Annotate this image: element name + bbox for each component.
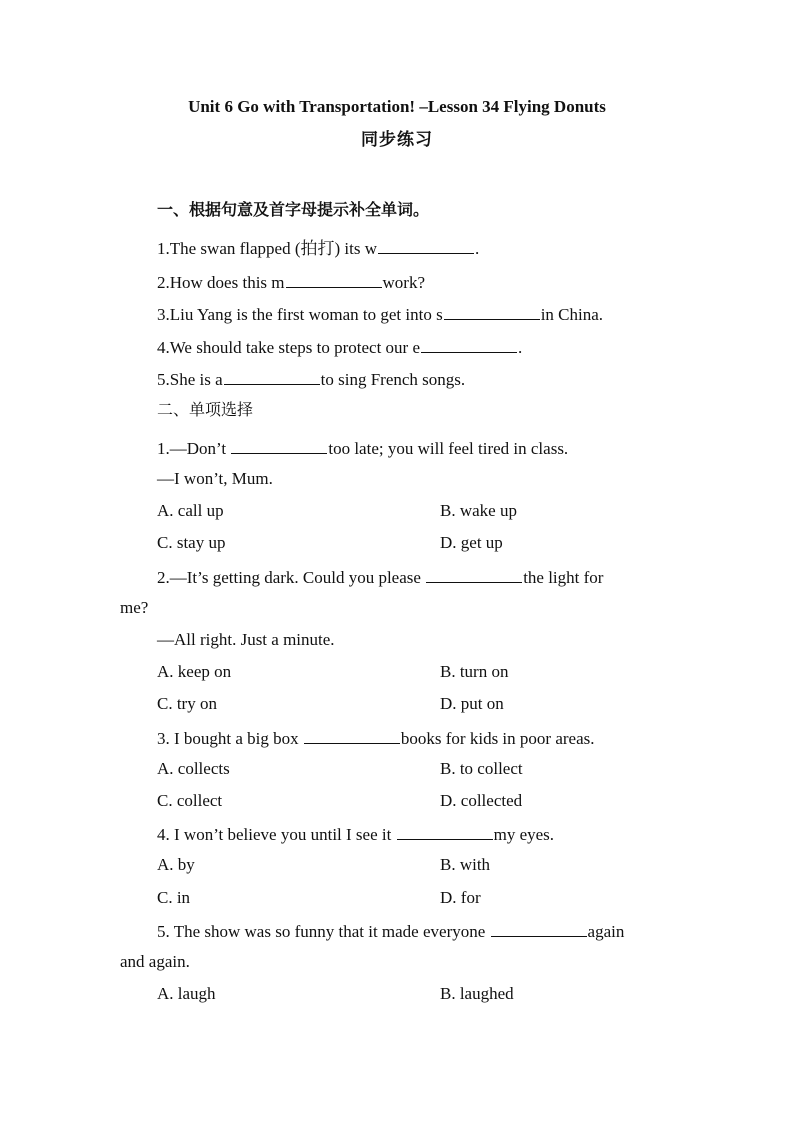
section1-heading: 一、根据句意及首字母提示补全单词。 xyxy=(157,200,430,219)
answer-blank[interactable] xyxy=(231,436,327,454)
s1-item-4-text: 4.We should take steps to protect our e xyxy=(157,338,421,357)
s1-item-2-tail: work? xyxy=(382,273,425,292)
s2-q2-reply: —All right. Just a minute. xyxy=(157,630,335,649)
s2-q4-tail: my eyes. xyxy=(493,825,555,844)
s2-q3-option-b[interactable]: B. to collect xyxy=(440,759,523,778)
s2-q2-option-b[interactable]: B. turn on xyxy=(440,662,509,681)
answer-blank[interactable] xyxy=(286,270,382,288)
s2-q1 xyxy=(157,436,568,460)
s2-q2-option-c[interactable]: C. try on xyxy=(157,694,217,713)
s2-q1-option-d[interactable]: D. get up xyxy=(440,533,503,552)
s2-q3 xyxy=(157,726,594,750)
s2-q2-option-d[interactable]: D. put on xyxy=(440,694,504,713)
s2-q5-option-b[interactable]: B. laughed xyxy=(440,984,514,1003)
section2-heading: 二、单项选择 xyxy=(157,400,254,419)
s2-q4-option-d[interactable]: D. for xyxy=(440,888,481,907)
s2-q4-option-c[interactable]: C. in xyxy=(157,888,191,907)
s2-q4-text: 4. I won’t believe you until I see it xyxy=(157,825,396,844)
s2-q1-tail: too late; you will feel tired in class. xyxy=(328,439,569,458)
answer-blank[interactable] xyxy=(397,822,493,840)
s2-q1-option-c[interactable]: C. stay up xyxy=(157,533,226,552)
s1-item-2 xyxy=(157,270,425,294)
s2-q1-option-a[interactable]: A. call up xyxy=(157,501,224,520)
s2-q1-reply: —I won’t, Mum. xyxy=(157,469,273,488)
s1-item-1 xyxy=(157,236,479,260)
answer-blank[interactable] xyxy=(426,565,522,583)
s2-q1-text: 1.—Don’t xyxy=(157,439,231,458)
document-title: Unit 6 Go with Transportation! –Lesson 34 Flying Donuts xyxy=(188,97,606,116)
s2-q3-tail: books for kids in poor areas. xyxy=(400,729,595,748)
s1-item-5-tail: to sing French songs. xyxy=(320,370,466,389)
s1-item-3 xyxy=(157,302,603,326)
s2-q2-continuation: me? xyxy=(120,598,149,617)
s2-q4 xyxy=(157,822,554,846)
s2-q1-option-b[interactable]: B. wake up xyxy=(440,501,517,520)
s2-q5-continuation: and again. xyxy=(120,952,190,971)
s2-q4-option-b[interactable]: B. with xyxy=(440,855,491,874)
answer-blank[interactable] xyxy=(378,236,474,254)
s2-q2-tail: the light for xyxy=(523,568,604,587)
s1-item-5 xyxy=(157,367,465,391)
document-subtitle: 同步练习 xyxy=(361,130,433,150)
s1-item-3-tail: in China. xyxy=(540,305,604,324)
s2-q3-option-d[interactable]: D. collected xyxy=(440,791,523,810)
s1-item-1-text: 1.The swan flapped (拍打) its w xyxy=(157,239,378,258)
s2-q5-tail: again xyxy=(587,922,625,941)
s1-item-4 xyxy=(157,335,522,359)
answer-blank[interactable] xyxy=(491,919,587,937)
answer-blank[interactable] xyxy=(444,302,540,320)
s1-item-4-tail: . xyxy=(518,338,523,357)
s2-q3-option-c[interactable]: C. collect xyxy=(157,791,223,810)
s2-q3-text: 3. I bought a big box xyxy=(157,729,303,748)
s2-q3-option-a[interactable]: A. collects xyxy=(157,759,230,778)
s1-item-1-tail: . xyxy=(475,239,480,258)
answer-blank[interactable] xyxy=(224,367,320,385)
s2-q5-text: 5. The show was so funny that it made everyone xyxy=(157,922,490,941)
s2-q2-option-a[interactable]: A. keep on xyxy=(157,662,232,681)
s2-q2-text: 2.—It’s getting dark. Could you please xyxy=(157,568,426,587)
s2-q5 xyxy=(157,919,624,943)
s1-item-3-text: 3.Liu Yang is the first woman to get into s xyxy=(157,305,443,324)
s2-q5-option-a[interactable]: A. laugh xyxy=(157,984,216,1003)
answer-blank[interactable] xyxy=(304,726,400,744)
s1-item-2-text: 2.How does this m xyxy=(157,273,285,292)
s1-item-5-text: 5.She is a xyxy=(157,370,223,389)
answer-blank[interactable] xyxy=(421,335,517,353)
s2-q4-option-a[interactable]: A. by xyxy=(157,855,195,874)
s2-q2 xyxy=(157,565,603,589)
